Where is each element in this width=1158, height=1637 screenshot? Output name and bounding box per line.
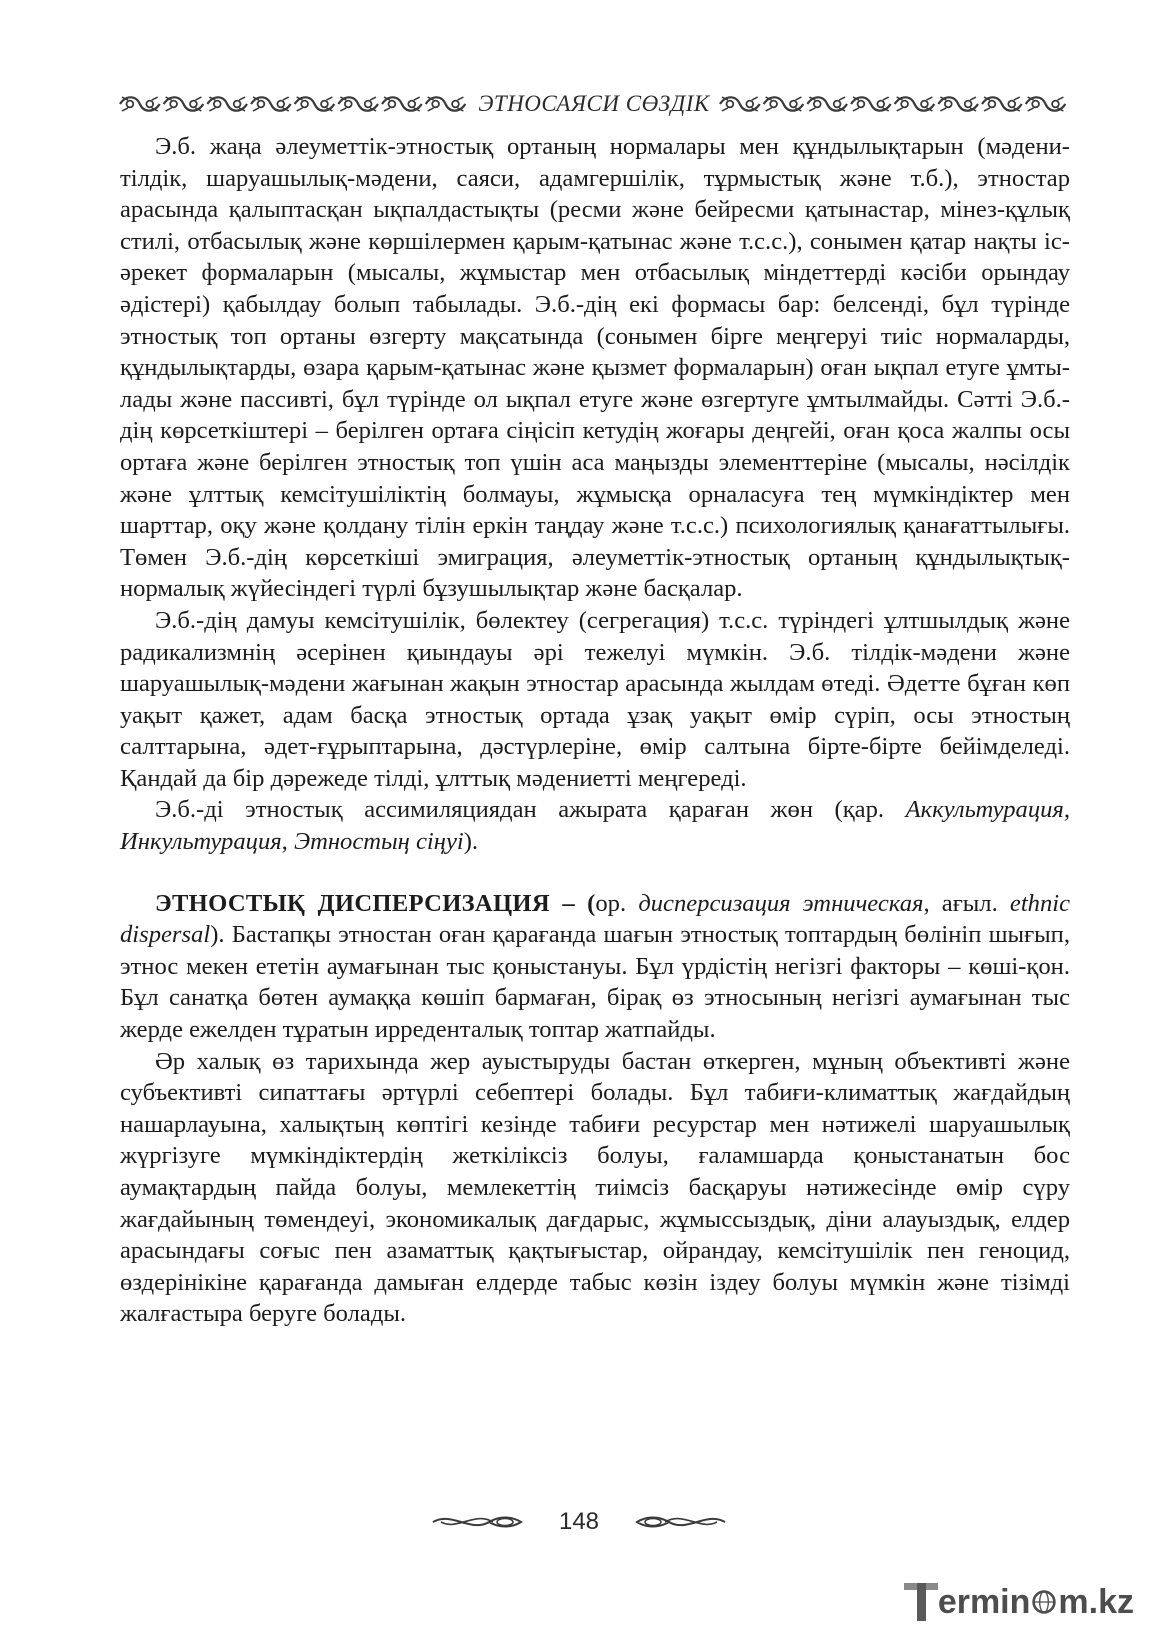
dictionary-entry xyxy=(120,888,1070,1046)
cross-references: Аккультурация, Инкультурация, Этностың сіңуі xyxy=(120,796,1070,856)
english-term: ethnic dispersal xyxy=(120,889,1071,949)
russian-abbr: ор. xyxy=(595,889,639,917)
entry-term: ЭТНОСТЫҚ ДИСПЕРСИЗАЦИЯ – xyxy=(155,889,575,917)
page-number: 148 xyxy=(558,1508,600,1535)
english-abbr: , ағыл. xyxy=(923,889,1010,917)
paragraph: Әр халық өз тарихында жер ауыстыруды бастан өткерген, мұның объективті және субъективті сипаттағы әртүрлі себептері болады. Бұл табиғи-климаттық жағдайдың нашарлауына, халықтың көптігі кезінде табиғи ресурстар мен нәтижелі шаруашылық жүргізуге мүмкіндіктердің жеткіліксіз болуы, ғаламшарда қоныстанатын бос аумақтардың пайда болуы, мемлекеттің тиімсіз басқаруы нәтижесінде өмір сүру жағдайының төмендеуі, экономикалық дағдарыс, жұмыссыздық, діни алауыздық, елдер арасындағы соғыс пен азаматтық қақтығыстар, ойрандау, кемсітушілік пен геноцид, өздерінікіне қарағанда дамыған елдерде табыс көзін іздеу болуы мүмкін және тізімді жалғастыра беруге болады. xyxy=(120,1047,1070,1328)
page-footer xyxy=(0,1505,1158,1539)
globe-icon xyxy=(1031,1589,1057,1615)
entry-open-paren: ( xyxy=(574,889,596,917)
page-header xyxy=(118,86,1070,122)
entry-spacer xyxy=(120,858,1070,888)
watermark xyxy=(902,1577,1134,1627)
watermark-text-a: ermin xyxy=(937,1582,1031,1621)
ornament-left-icon xyxy=(118,93,470,115)
paragraph: Э.б. жаңа әлеуметтік-этностық ортаның нормалары мен құндылықтарын (мәдени-тілдік, шаруашылық-мәдени, саяси, адамгершілік, тұрмыстық және т.б.), этностар арасында қалыптасқан ықпалдастықты (ресми және бейресми қатынастар, мінез-құлық стилі, отбасылық және көршілермен қарым-қатынас және т.с.с.), сонымен қатар нақты іс-әрекет формаларын (мысалы, жұмыстар мен отбасылық міндеттерді кәсіби орындау әдістері) қабылдау болып табылады. Э.б.-дің екі формасы бар: белсенді, бұл түрінде этностық топ ортаны өзгерту мақсатында (сонымен бірге меңгеруі тиіс нормаларды, құндылықтарды, өзара қарым-қатынас және қызмет формаларын) оған ықпал етуге ұмтылады және пассивті, бұл түрінде ол ықпал етуге және өзгертуге ұмтылмайды. Сәтті Э.б.-дің көрсеткіштері – берілген ортаға сіңісіп кетудің жоғары деңгейі, оған қоса жалпы осы ортаға және берілген этностық топ үшін аса маңызды элементтеріне (мысалы, нәсілдік және ұлттық кемсітушіліктің болмауы, жұмысқа орналасуға тең мүмкіндіктер мен шарттар, оқу және қолдану тілін еркін таңдау және т.с.с.) психологиялық қанағаттылығы. Төмен Э.б.-дің көрсеткіші эмиграция, әлеуметтік-этностық ортаның құндылықтық-нормалық жүйесіндегі түрлі бұзушылықтар және басқалар. xyxy=(120,133,1070,603)
article-body xyxy=(120,131,1070,1330)
paragraph-text: Э.б.-ді этностық ассимиляциядан ажырата қараған жөн (қар. xyxy=(155,796,906,824)
flourish-right-icon xyxy=(635,1509,727,1535)
t-logo-icon xyxy=(902,1579,942,1625)
ornament-right-icon xyxy=(718,93,1070,115)
entry-definition: ). Бастапқы этностан оған қарағанда шағын этностық топтардың бөлініп шығып, этнос мекен ететін аумағынан тыс қоныстануы. Бұл үрдістің негізгі факторы – көші-қон. Бұл санатқа бөтен аумаққа көшіп бармаған, бірақ өз этносының негізгі аумағынан тыс жерде ежелден тұратын ирреденталық топтар жатпайды. xyxy=(120,921,1070,1044)
running-title: ЭТНОСАЯСИ СӨЗДІК xyxy=(478,91,710,116)
flourish-left-icon xyxy=(431,1509,523,1535)
paragraph xyxy=(120,794,1070,857)
paragraph: Э.б.-дің дамуы кемсітушілік, бөлектеу (сегрегация) т.с.с. түріндегі ұлтшылдық және радикализмнің әсерінен қиындауы әрі тежелуі мүмкін. Э.б. тілдік-мәдени және шаруашылық-мәдени жағынан жақын этностар арасында жылдам өтеді. Әдетте бұған көп уақыт қажет, адам басқа этностық ортада ұзақ уақыт өмір сүріп, осы этностың салттарына, әдет-ғұрыптарына, дәстүрлеріне, өмір салтына бірте-бірте бейімделеді. Қандай да бір дәрежеде тілді, ұлттық мәдениетті меңгереді. xyxy=(120,606,1070,792)
paragraph-close: ). xyxy=(463,828,479,856)
russian-term: дисперсизация этническая xyxy=(638,889,924,917)
watermark-text-b: m.kz xyxy=(1058,1582,1134,1621)
